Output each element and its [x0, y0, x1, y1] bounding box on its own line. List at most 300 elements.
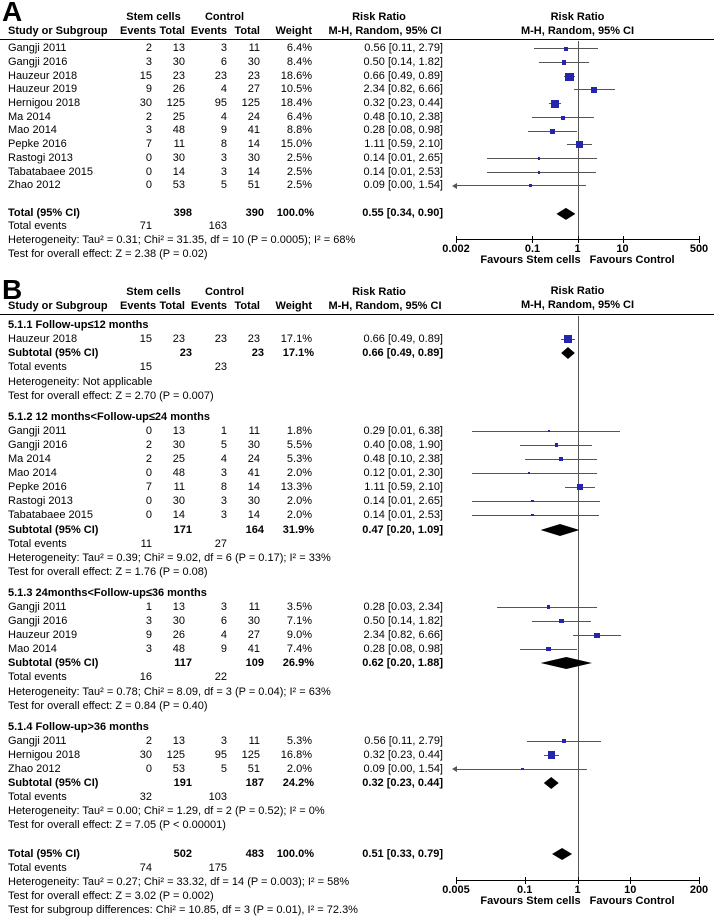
- ci-text: 0.66 [0.49, 0.89]: [362, 347, 443, 360]
- control-events: 3: [220, 165, 227, 178]
- stem-events: 0: [145, 763, 152, 775]
- control-events: 3: [220, 42, 227, 55]
- stem-events: 2: [145, 42, 152, 55]
- ci-text: 0.28 [0.08, 0.98]: [363, 643, 443, 656]
- study-row: [0, 125, 714, 139]
- control-total: 30: [247, 151, 260, 164]
- col-header-control-total: Total: [234, 24, 260, 37]
- note-row: [0, 551, 714, 565]
- study-name: Pepke 2016: [8, 481, 67, 494]
- axis-tick-label: 0.1: [524, 242, 541, 255]
- ci-text: 0.14 [0.01, 2.65]: [363, 495, 443, 508]
- stem-events: 3: [145, 124, 152, 137]
- study-name: Hauzeur 2019: [8, 83, 78, 96]
- stem-events: 74: [139, 861, 152, 874]
- stem-total: 11: [173, 138, 185, 151]
- weight: 15.0%: [280, 138, 312, 151]
- favours-left-label: Favours Stem cells: [480, 895, 581, 908]
- weight: 8.4%: [286, 56, 312, 69]
- col-header-control-total: Total: [234, 300, 260, 313]
- header-group-row: [0, 11, 714, 25]
- study-row: [0, 508, 714, 522]
- spacer-row: [0, 193, 714, 207]
- weight: 6.4%: [286, 42, 312, 55]
- ci-text: 0.56 [0.11, 2.79]: [364, 42, 443, 55]
- pooled-label: Total (95% CI): [8, 206, 80, 219]
- control-events: 3: [220, 467, 227, 480]
- control-events: 95: [214, 748, 227, 761]
- risk-ratio-group-label: Risk Ratio: [352, 10, 406, 23]
- control-total: 51: [247, 179, 260, 192]
- ci-text: 0.50 [0.14, 1.82]: [363, 615, 443, 628]
- note-text: Test for overall effect: Z = 2.38 (P = 0.02): [8, 247, 208, 260]
- study-row: [0, 628, 714, 642]
- stem-total: 48: [172, 467, 185, 480]
- weight: 10.5%: [280, 83, 312, 96]
- stem-events: 30: [139, 97, 152, 110]
- control-total: 24: [247, 110, 260, 123]
- favours-right-label: Favours Control: [589, 895, 675, 908]
- stem-events: 3: [145, 615, 152, 628]
- plot-subtitle: M-H, Random, 95% CI: [520, 299, 635, 311]
- note-row: [0, 375, 714, 389]
- section-title: 5.1.3 24months<Follow-up≤36 months: [8, 586, 207, 599]
- ci-text: 0.14 [0.01, 2.53]: [363, 509, 443, 522]
- weight: 2.5%: [286, 165, 312, 178]
- stem-events: 3: [145, 56, 152, 69]
- stem-total: 53: [172, 179, 185, 192]
- study-row: [0, 138, 714, 152]
- panel-b-table: [0, 285, 714, 917]
- stem-total: 13: [172, 600, 185, 613]
- weight: 2.5%: [286, 151, 312, 164]
- note-text: Heterogeneity: Tau² = 0.00; Chi² = 1.29, df = 2 (P = 0.52); I² = 0%: [8, 805, 325, 818]
- control-events: 5: [220, 438, 227, 451]
- ci-text: 0.28 [0.03, 2.34]: [363, 600, 443, 613]
- stem-events: 0: [145, 467, 152, 480]
- stem-total: 48: [172, 124, 185, 137]
- stem-events: 0: [145, 424, 152, 437]
- study-name: Gangji 2011: [8, 734, 67, 747]
- header-columns-row: [0, 25, 714, 39]
- control-total: 23: [247, 333, 260, 346]
- panel-b: [0, 274, 714, 916]
- control-events: 8: [220, 138, 227, 151]
- pooled-label: Subtotal (95% CI): [8, 777, 99, 790]
- weight: 2.0%: [286, 763, 312, 775]
- stem-events: 2: [145, 438, 152, 451]
- control-events: 23: [214, 361, 227, 374]
- weight: 7.1%: [286, 615, 312, 628]
- weight: 13.3%: [280, 481, 312, 494]
- weight: 3.5%: [286, 600, 312, 613]
- stem-events: 71: [139, 220, 152, 233]
- axis-tick-label: 1: [574, 884, 581, 897]
- spacer-row: [0, 832, 714, 846]
- study-row: [0, 494, 714, 508]
- study-name: Mao 2014: [8, 643, 57, 656]
- ci-text: 0.32 [0.23, 0.44]: [362, 777, 443, 790]
- control-events: 4: [220, 453, 227, 466]
- stem-total: 502: [173, 847, 192, 860]
- ci-text: 0.32 [0.23, 0.44]: [363, 97, 443, 110]
- ci-text: 0.12 [0.01, 2.30]: [363, 467, 443, 480]
- control-events: 9: [220, 643, 227, 656]
- subtotal-row: [0, 656, 714, 670]
- stem-total: 30: [172, 615, 185, 628]
- control-events: 23: [214, 69, 227, 82]
- stem-events: 16: [139, 671, 152, 684]
- study-row: [0, 179, 714, 193]
- weight: 5.3%: [286, 734, 312, 747]
- control-total: 24: [247, 453, 260, 466]
- note-text: Heterogeneity: Not applicable: [8, 375, 153, 388]
- control-events: 3: [220, 509, 227, 522]
- control-total: 14: [247, 509, 260, 522]
- stem-events: 30: [139, 748, 152, 761]
- study-row: [0, 762, 714, 776]
- control-total: 14: [247, 481, 260, 494]
- stem-events: 2: [145, 453, 152, 466]
- note-row: [0, 234, 714, 248]
- ci-text: 0.28 [0.08, 0.98]: [363, 124, 443, 137]
- stem-total: 25: [172, 453, 185, 466]
- plot-title: Risk Ratio: [550, 11, 605, 23]
- total-row: [0, 847, 714, 861]
- section-header-row: [0, 720, 714, 734]
- stem-total: 13: [172, 424, 185, 437]
- events-row: [0, 790, 714, 804]
- control-group-label: Control: [204, 10, 245, 23]
- ci-text: 0.48 [0.10, 2.38]: [363, 453, 443, 466]
- study-name: Mao 2014: [8, 124, 57, 137]
- section-header-row: [0, 410, 714, 424]
- control-events: 4: [220, 83, 227, 96]
- control-total: 390: [245, 206, 264, 219]
- control-events: 27: [214, 537, 227, 550]
- stem-total: 30: [172, 495, 185, 508]
- weight: 2.0%: [286, 509, 312, 522]
- events-row: [0, 537, 714, 551]
- ci-text: 0.50 [0.14, 1.82]: [363, 56, 443, 69]
- control-total: 23: [251, 347, 264, 360]
- stem-total: 191: [173, 777, 192, 790]
- study-row: [0, 466, 714, 480]
- note-row: [0, 818, 714, 832]
- stem-total: 26: [172, 83, 185, 96]
- control-total: 51: [247, 763, 260, 775]
- study-row: [0, 332, 714, 346]
- control-total: 30: [247, 56, 260, 69]
- ci-text: 0.48 [0.10, 2.38]: [363, 110, 443, 123]
- note-row: [0, 248, 714, 262]
- control-events: 6: [220, 56, 227, 69]
- study-name: Ma 2014: [8, 110, 51, 123]
- control-events: 8: [220, 481, 227, 494]
- study-row: [0, 438, 714, 452]
- panel-label-a: A: [2, 0, 23, 27]
- pooled-label: Total (95% CI): [8, 847, 80, 860]
- stem-total: 13: [172, 42, 185, 55]
- stem-total: 23: [179, 347, 192, 360]
- weight: 5.3%: [286, 453, 312, 466]
- stem-events: 2: [145, 110, 152, 123]
- axis-tick-label: 10: [624, 884, 637, 897]
- note-row: [0, 875, 714, 889]
- stem-total: 14: [172, 165, 185, 178]
- study-row: [0, 56, 714, 70]
- header-group-row: [0, 285, 714, 299]
- study-name: Hernigou 2018: [8, 97, 81, 110]
- pooled-label: Subtotal (95% CI): [8, 347, 99, 360]
- subtotal-row: [0, 776, 714, 790]
- axis-tick-label: 0.002: [442, 242, 470, 255]
- control-total: 23: [247, 69, 260, 82]
- events-label: Total events: [8, 220, 67, 233]
- axis-tick-label: 0.1: [517, 884, 533, 897]
- study-name: Ma 2014: [8, 453, 51, 466]
- events-label: Total events: [8, 861, 67, 874]
- col-header-stem-total: Total: [159, 300, 185, 313]
- weight: 2.5%: [286, 179, 312, 192]
- weight: 24.2%: [282, 777, 314, 790]
- study-name: Rastogi 2013: [8, 495, 73, 508]
- stem-events: 7: [145, 481, 152, 494]
- control-total: 11: [248, 424, 260, 437]
- section-title: 5.1.1 Follow-up≤12 months: [8, 319, 149, 332]
- panel-a: [0, 0, 714, 278]
- control-total: 30: [247, 438, 260, 451]
- col-header-stem-events: Events: [120, 300, 157, 313]
- ci-text: 0.66 [0.49, 0.89]: [363, 69, 443, 82]
- col-header-stem-events: Events: [120, 24, 157, 37]
- note-row: [0, 804, 714, 818]
- weight: 5.5%: [286, 438, 312, 451]
- control-events: 6: [220, 615, 227, 628]
- stem-cells-group-label: Stem cells: [126, 10, 181, 23]
- study-name: Gangji 2011: [8, 42, 67, 55]
- events-label: Total events: [8, 791, 67, 804]
- stem-total: 14: [172, 509, 185, 522]
- note-row: [0, 565, 714, 579]
- weight: 9.0%: [286, 629, 312, 642]
- weight: 100.0%: [276, 206, 314, 219]
- stem-events: 0: [145, 495, 152, 508]
- axis-tick-label: 0.005: [442, 884, 470, 897]
- events-label: Total events: [8, 537, 67, 550]
- note-text: Heterogeneity: Tau² = 0.78; Chi² = 8.09, df = 3 (P = 0.04); I² = 63%: [8, 685, 331, 698]
- weight: 16.8%: [280, 748, 312, 761]
- subtotal-row: [0, 523, 714, 537]
- control-total: 187: [245, 777, 264, 790]
- study-name: Hauzeur 2019: [8, 629, 78, 642]
- note-text: Test for overall effect: Z = 1.76 (P = 0.08): [8, 565, 208, 578]
- ci-text: 0.29 [0.01, 6.38]: [363, 424, 443, 437]
- control-events: 23: [214, 333, 227, 346]
- risk-ratio-group-label: Risk Ratio: [352, 286, 406, 298]
- plot-subtitle: M-H, Random, 95% CI: [520, 25, 635, 37]
- stem-total: 53: [172, 763, 185, 775]
- study-row: [0, 748, 714, 762]
- weight: 17.1%: [280, 333, 312, 346]
- stem-events: 9: [145, 629, 152, 642]
- ci-text: 2.34 [0.82, 6.66]: [363, 83, 443, 96]
- col-header-weight: Weight: [275, 24, 312, 37]
- note-row: [0, 389, 714, 403]
- ci-text: 0.55 [0.34, 0.90]: [362, 206, 443, 219]
- stem-events: 15: [139, 333, 152, 346]
- stem-total: 25: [172, 110, 185, 123]
- ci-text: 0.14 [0.01, 2.65]: [363, 151, 443, 164]
- control-events: 1: [220, 424, 227, 437]
- pooled-label: Subtotal (95% CI): [8, 657, 99, 670]
- note-row: [0, 699, 714, 713]
- control-group-label: Control: [204, 286, 245, 298]
- control-total: 11: [248, 734, 260, 747]
- stem-total: 117: [174, 657, 192, 670]
- study-name: Zhao 2012: [8, 179, 61, 192]
- stem-total: 30: [172, 151, 185, 164]
- axis-tick-label: 500: [689, 242, 709, 255]
- study-name: Hernigou 2018: [8, 748, 81, 761]
- control-total: 125: [241, 748, 260, 761]
- col-header-ci: M-H, Random, 95% CI: [328, 24, 442, 37]
- study-row: [0, 424, 714, 438]
- stem-events: 11: [140, 537, 152, 550]
- weight: 8.8%: [286, 124, 312, 137]
- ci-text: 0.09 [0.00, 1.54]: [363, 179, 443, 192]
- events-row: [0, 861, 714, 875]
- stem-events: 0: [145, 179, 152, 192]
- note-row: [0, 889, 714, 903]
- control-events: 22: [214, 671, 227, 684]
- col-header-study: Study or Subgroup: [8, 24, 108, 37]
- study-row: [0, 166, 714, 180]
- stem-events: 1: [145, 600, 152, 613]
- study-row: [0, 83, 714, 97]
- study-name: Gangji 2016: [8, 56, 68, 69]
- note-text: Test for subgroup differences: Chi² = 10.85, df = 3 (P = 0.01), I² = 72.3%: [8, 903, 358, 916]
- stem-total: 30: [172, 56, 185, 69]
- control-total: 41: [247, 467, 260, 480]
- stem-events: 15: [139, 69, 152, 82]
- ci-text: 0.09 [0.00, 1.54]: [363, 763, 443, 775]
- col-header-control-events: Events: [190, 300, 227, 313]
- control-total: 41: [247, 643, 260, 656]
- ci-text: 1.11 [0.59, 2.10]: [364, 138, 443, 151]
- control-total: 30: [247, 495, 260, 508]
- ci-text: 0.32 [0.23, 0.44]: [363, 748, 443, 761]
- col-header-stem-total: Total: [159, 24, 185, 37]
- col-header-ci: M-H, Random, 95% CI: [328, 300, 442, 313]
- study-row: [0, 42, 714, 56]
- weight: 26.9%: [282, 657, 314, 670]
- study-name: Zhao 2012: [8, 763, 61, 775]
- weight: 7.4%: [286, 643, 312, 656]
- events-row: [0, 360, 714, 374]
- study-row: [0, 97, 714, 111]
- study-name: Tabatabaee 2015: [8, 165, 94, 178]
- study-row: [0, 452, 714, 466]
- control-events: 5: [220, 763, 227, 775]
- section-title: 5.1.4 Follow-up>36 months: [8, 720, 149, 733]
- ci-text: 0.51 [0.33, 0.79]: [362, 847, 443, 860]
- events-label: Total events: [8, 671, 67, 684]
- stem-events: 0: [145, 509, 152, 522]
- weight: 31.9%: [282, 523, 314, 536]
- panel-label-b: B: [2, 274, 23, 305]
- study-row: [0, 600, 714, 614]
- study-row: [0, 111, 714, 125]
- stem-events: 0: [145, 151, 152, 164]
- note-row: [0, 903, 714, 917]
- note-text: Test for overall effect: Z = 2.70 (P = 0.007): [8, 389, 214, 402]
- stem-total: 26: [172, 629, 185, 642]
- weight: 2.0%: [286, 495, 312, 508]
- ci-text: 0.56 [0.11, 2.79]: [364, 734, 443, 747]
- events-label: Total events: [8, 361, 67, 374]
- pooled-label: Subtotal (95% CI): [8, 523, 99, 536]
- stem-total: 30: [172, 438, 185, 451]
- axis-tick-label: 10: [616, 242, 629, 255]
- control-total: 164: [245, 523, 264, 536]
- control-events: 4: [220, 110, 227, 123]
- study-name: Hauzeur 2018: [8, 333, 78, 346]
- favours-right-label: Favours Control: [589, 253, 675, 266]
- weight: 1.8%: [286, 424, 312, 437]
- plot-title: Risk Ratio: [550, 285, 605, 297]
- control-events: 3: [220, 600, 227, 613]
- control-total: 41: [247, 124, 260, 137]
- stem-total: 13: [172, 734, 185, 747]
- ci-text: 0.47 [0.20, 1.09]: [362, 523, 443, 536]
- stem-events: 0: [145, 165, 152, 178]
- control-events: 3: [220, 495, 227, 508]
- weight: 18.4%: [280, 97, 312, 110]
- ci-text: 2.34 [0.82, 6.66]: [363, 629, 443, 642]
- ci-text: 0.66 [0.49, 0.89]: [363, 333, 443, 346]
- weight: 18.6%: [280, 69, 312, 82]
- study-name: Gangji 2011: [8, 424, 67, 437]
- study-row: [0, 614, 714, 628]
- header-columns-row: [0, 299, 714, 313]
- ci-text: 0.62 [0.20, 1.88]: [362, 657, 443, 670]
- study-name: Gangji 2016: [8, 438, 68, 451]
- weight: 6.4%: [286, 110, 312, 123]
- study-name: Pepke 2016: [8, 138, 67, 151]
- control-events: 9: [220, 124, 227, 137]
- stem-events: 2: [145, 734, 152, 747]
- weight: 100.0%: [276, 847, 314, 860]
- weight: 2.0%: [286, 467, 312, 480]
- control-events: 3: [220, 734, 227, 747]
- control-events: 163: [208, 220, 227, 233]
- control-total: 11: [248, 600, 260, 613]
- stem-events: 15: [139, 361, 152, 374]
- control-events: 95: [214, 97, 227, 110]
- control-total: 125: [241, 97, 260, 110]
- note-text: Heterogeneity: Tau² = 0.27; Chi² = 33.32, df = 14 (P = 0.003); I² = 58%: [8, 875, 350, 888]
- stem-events: 32: [139, 791, 152, 804]
- control-total: 483: [245, 847, 264, 860]
- stem-total: 171: [173, 523, 192, 536]
- section-header-row: [0, 318, 714, 332]
- subtotal-row: [0, 346, 714, 360]
- note-text: Test for overall effect: Z = 7.05 (P < 0.00001): [8, 819, 226, 832]
- section-title: 5.1.2 12 months<Follow-up≤24 months: [8, 410, 210, 423]
- control-events: 4: [220, 629, 227, 642]
- control-total: 11: [248, 42, 260, 55]
